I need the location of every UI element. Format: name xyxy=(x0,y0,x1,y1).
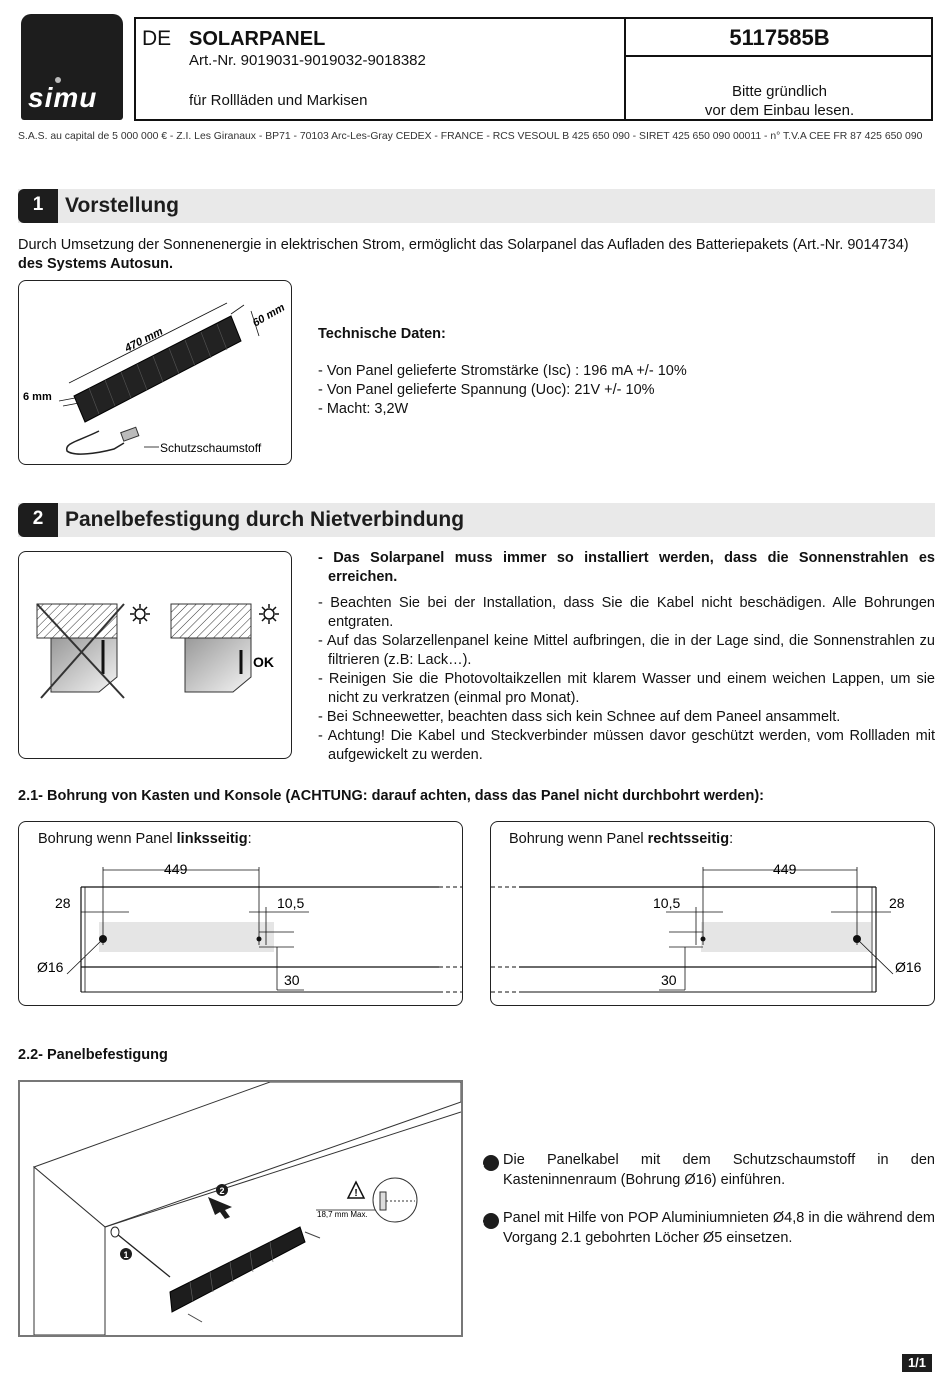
bullet-bold: - Das Solarpanel muss immer so installiert werden, dass die Sonnenstrahlen es erreichen. xyxy=(318,550,935,585)
panel-figure-box xyxy=(18,280,292,465)
sun-icon xyxy=(259,604,279,624)
step-1 xyxy=(477,1151,935,1190)
header-hline xyxy=(626,55,933,57)
right-label-bold: rechtsseitig xyxy=(647,831,730,847)
read-line-2: vor dem Einbau lesen. xyxy=(704,102,855,119)
drilling-right-drawing xyxy=(491,822,934,1005)
mounting-figure-box xyxy=(18,1080,463,1337)
dim-105-right: 10,5 xyxy=(653,895,681,911)
tech-line: - Von Panel gelieferte Spannung (Uoc): 21V +/- 10% xyxy=(318,382,655,398)
read-line-1: Bitte gründlich xyxy=(731,83,828,100)
intro-bold: des Systems Autosun. xyxy=(18,256,173,272)
drilling-right-box xyxy=(490,821,935,1006)
subsection-2-2-title: 2.2- Panelbefestigung xyxy=(18,1047,168,1063)
tech-line: - Macht: 3,2W xyxy=(318,401,409,417)
intro-main: Durch Umsetzung der Sonnenenergie in elektrischen Strom, ermöglicht das Solarpanel das Aufladen des Batteriepakets (Art.-Nr. 9014734) xyxy=(18,237,909,253)
dim-105-left: 10,5 xyxy=(277,895,305,911)
page-number: 1/1 xyxy=(902,1354,932,1372)
drilling-left-box xyxy=(18,821,463,1006)
step-1-text: Die Panelkabel mit dem Schutzschaumstoff in den Kasteninnenraum (Bohrung Ø16) einführen. xyxy=(503,1152,935,1188)
dim-470: 470 mm xyxy=(123,325,165,355)
right-label-text: Bohrung wenn Panel xyxy=(509,831,648,847)
dim-60: 60 mm xyxy=(250,301,287,330)
article-numbers: Art.-Nr. 9019031-9019032-9018382 xyxy=(189,52,426,69)
dim-30-left: 30 xyxy=(284,972,300,988)
step-1-number: 1 xyxy=(483,1155,499,1171)
drilling-left-drawing xyxy=(19,822,462,1005)
language-code: DE xyxy=(142,27,172,50)
section-1-number: 1 xyxy=(18,189,58,223)
left-label-text: Bohrung wenn Panel xyxy=(38,831,177,847)
tech-line: - Von Panel gelieferte Stromstärke (Isc) : 196 mA +/- 10% xyxy=(318,363,687,379)
dim-16-right: Ø16 xyxy=(895,959,922,975)
mounting-steps xyxy=(477,1151,935,1248)
section-2-title: Panelbefestigung durch Nietverbindung xyxy=(65,508,465,531)
section-1-title: Vorstellung xyxy=(65,194,179,217)
bullet-item: - Bei Schneewetter, beachten dass sich kein Schnee auf dem Paneel ansammelt. xyxy=(318,709,841,725)
warning-mark: ! xyxy=(354,1188,358,1199)
warning-dimension: 18,7 mm Max. xyxy=(317,1210,368,1219)
panel-dimension-figure xyxy=(19,281,291,464)
dim-6: 6 mm xyxy=(23,391,52,403)
bullet-item: - Beachten Sie bei der Installation, dass Sie die Kabel nicht beschädigen. Alle Bohrungen entgraten. xyxy=(318,595,935,630)
tech-title: Technische Daten: xyxy=(318,326,446,342)
legal-line: S.A.S. au capital de 5 000 000 € - Z.I. Les Giranaux - BP71 - 70103 Arc-Les-Gray CEDEX - FRANCE - RCS VESOUL B 425 650 090 - SIRET 425 650 090 00011 - n° T.V.A CEE FR 87 425 650 090 xyxy=(18,131,923,142)
section-2-number: 2 xyxy=(18,503,58,537)
intro-text xyxy=(18,236,935,274)
mounting-figure xyxy=(20,1082,461,1335)
arrow-icon xyxy=(208,1197,232,1219)
dim-449-right: 449 xyxy=(773,861,797,877)
fig-step-1: 1 xyxy=(123,1250,129,1260)
subsection-2-1-title: 2.1- Bohrung von Kasten und Konsole (ACHTUNG: darauf achten, dass das Panel nicht durchbohrt werden): xyxy=(18,788,765,804)
tech-data xyxy=(318,325,687,419)
step-2 xyxy=(477,1209,935,1248)
product-title: SOLARPANEL xyxy=(189,28,326,50)
left-label-bold: linksseitig xyxy=(176,831,248,847)
usage-line: für Rollläden und Markisen xyxy=(189,92,368,109)
right-label-colon: : xyxy=(729,831,734,847)
dim-28-left: 28 xyxy=(55,895,71,911)
foam-label: Schutzschaumstoff xyxy=(160,441,262,455)
bullet-item: - Achtung! Die Kabel und Steckverbinder müssen davor geschützt werden, vom Rollladen mit aufgewickelt zu werden. xyxy=(318,728,935,763)
logo-text: simu xyxy=(28,82,98,113)
left-label-colon: : xyxy=(247,831,252,847)
bullet-item: - Reinigen Sie die Photovoltaikzellen mit klarem Wasser und einem weichen Lappen, um sie nicht zu verkratzen (einmal pro Monat). xyxy=(318,671,935,706)
sun-icon xyxy=(130,604,150,624)
ok-label: OK xyxy=(253,654,274,670)
document-number: 5117585B xyxy=(729,25,830,50)
read-notice xyxy=(626,82,933,120)
bullet-item: - Auf das Solarzellenpanel keine Mittel aufbringen, die in der Lage sind, die Sonnenstrahlen zu filtrieren (z.B: Lack…). xyxy=(318,633,935,668)
sun-install-figure-box xyxy=(18,551,292,759)
dim-30-right: 30 xyxy=(661,972,677,988)
step-2-number: 2 xyxy=(483,1213,499,1229)
sun-install-figure xyxy=(19,552,291,758)
step-2-text: Panel mit Hilfe von POP Aluminiumnieten Ø4,8 in die während dem Vorgang 2.1 gebohrten Löcher Ø5 einsetzen. xyxy=(503,1210,935,1246)
dim-16-left: Ø16 xyxy=(37,959,64,975)
dim-449-left: 449 xyxy=(164,861,188,877)
install-bullets xyxy=(318,549,935,765)
dim-28-right: 28 xyxy=(889,895,905,911)
fig-step-2: 2 xyxy=(219,1186,225,1196)
